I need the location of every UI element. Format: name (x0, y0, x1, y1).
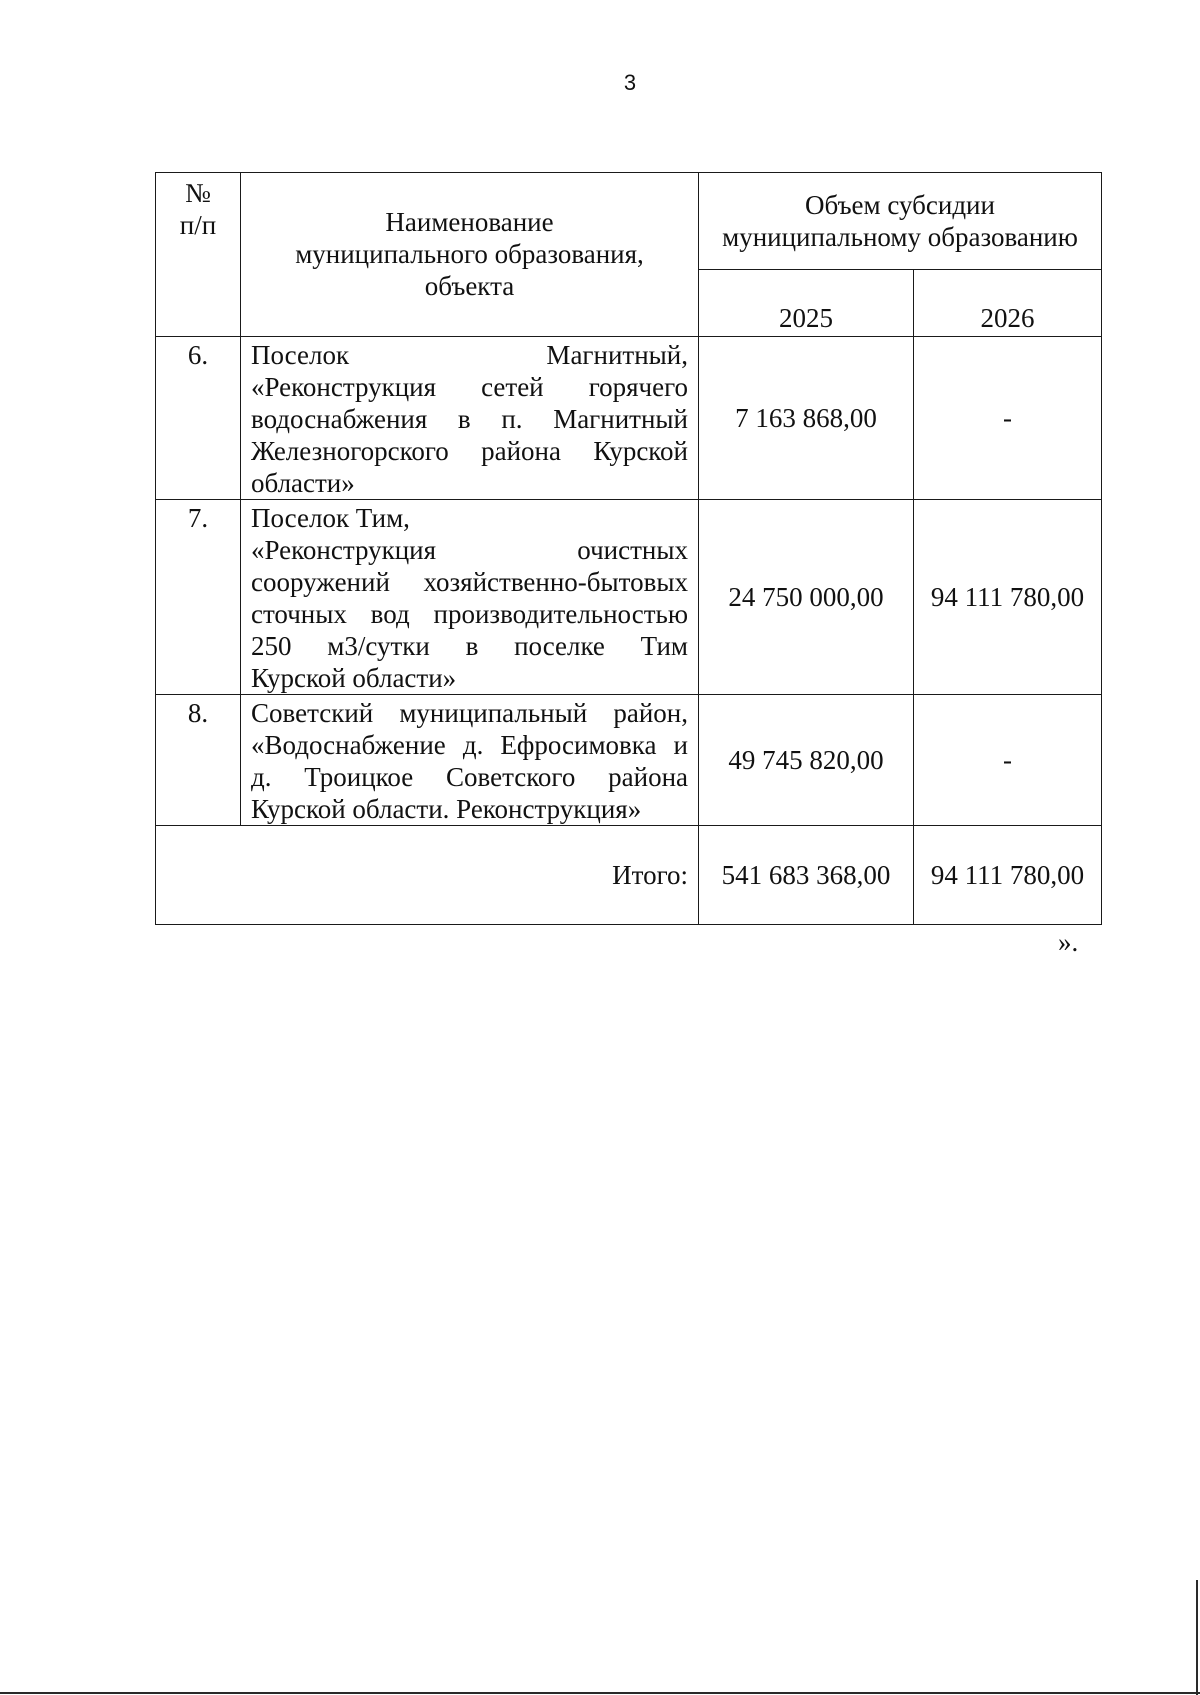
header-number-symbol: № (185, 178, 211, 208)
row-number: 6. (156, 337, 241, 500)
scan-edge-right (1196, 1580, 1198, 1695)
row-name-line: области» (251, 468, 355, 498)
row-name-line: Поселок Тим, (251, 503, 410, 533)
header-volume (699, 173, 1102, 270)
header-number (156, 173, 241, 337)
subsidy-table (155, 172, 1102, 925)
row-value-2026: - (914, 337, 1102, 500)
row-name-line: Поселок Магнитный, (251, 340, 688, 370)
row-name-line: Советский муниципальный район, (251, 698, 688, 728)
row-value-2025: 24 750 000,00 (699, 500, 914, 695)
closing-quote-mark: ». (1058, 927, 1079, 957)
scan-edge-bottom (0, 1692, 1200, 1694)
row-number: 7. (156, 500, 241, 695)
header-name-line2: муниципального образования, (295, 238, 644, 269)
table-row (156, 695, 1102, 826)
row-name (241, 695, 699, 826)
row-name-line: «Водоснабжение д. Ефросимовка и (251, 730, 688, 760)
header-volume-line2: муниципальному образованию (722, 222, 1078, 252)
page-number: 3 (623, 70, 637, 95)
row-value-2026: 94 111 780,00 (914, 500, 1102, 695)
table-row (156, 337, 1102, 500)
row-value-2026: - (914, 695, 1102, 826)
header-name-line1: Наименование (385, 206, 554, 237)
header-volume-line1: Объем субсидии (805, 190, 995, 220)
row-name-line: «Реконструкция сетей горячего (251, 372, 688, 402)
row-name (241, 500, 699, 695)
row-name-line: сооружений хозяйственно-бытовых (251, 567, 688, 597)
header-year-2025: 2025 (699, 270, 914, 337)
row-name-line: «Реконструкция очистных (251, 535, 688, 565)
header-year-2026: 2026 (914, 270, 1102, 337)
row-name-line: Курской области» (251, 663, 457, 693)
table-row (156, 500, 1102, 695)
total-label: Итого: (156, 826, 699, 925)
row-value-2025: 7 163 868,00 (699, 337, 914, 500)
total-row (156, 826, 1102, 925)
row-name-line: Курской области. Реконструкция» (251, 794, 642, 824)
row-name-line: сточных вод производительностью (251, 599, 688, 629)
header-name (241, 173, 699, 337)
row-name-line: д. Троицкое Советского района (251, 762, 688, 792)
header-name-line3: объекта (424, 270, 515, 301)
row-name-line: Железногорского района Курской (251, 436, 688, 466)
row-number: 8. (156, 695, 241, 826)
row-name-line: водоснабжения в п. Магнитный (251, 404, 688, 434)
header-row (156, 173, 1102, 270)
row-value-2025: 49 745 820,00 (699, 695, 914, 826)
total-value-2026: 94 111 780,00 (914, 826, 1102, 925)
row-name (241, 337, 699, 500)
row-name-line: 250 м3/сутки в поселке Тим (251, 631, 688, 661)
header-number-abbrev: п/п (179, 210, 217, 240)
total-value-2025: 541 683 368,00 (699, 826, 914, 925)
